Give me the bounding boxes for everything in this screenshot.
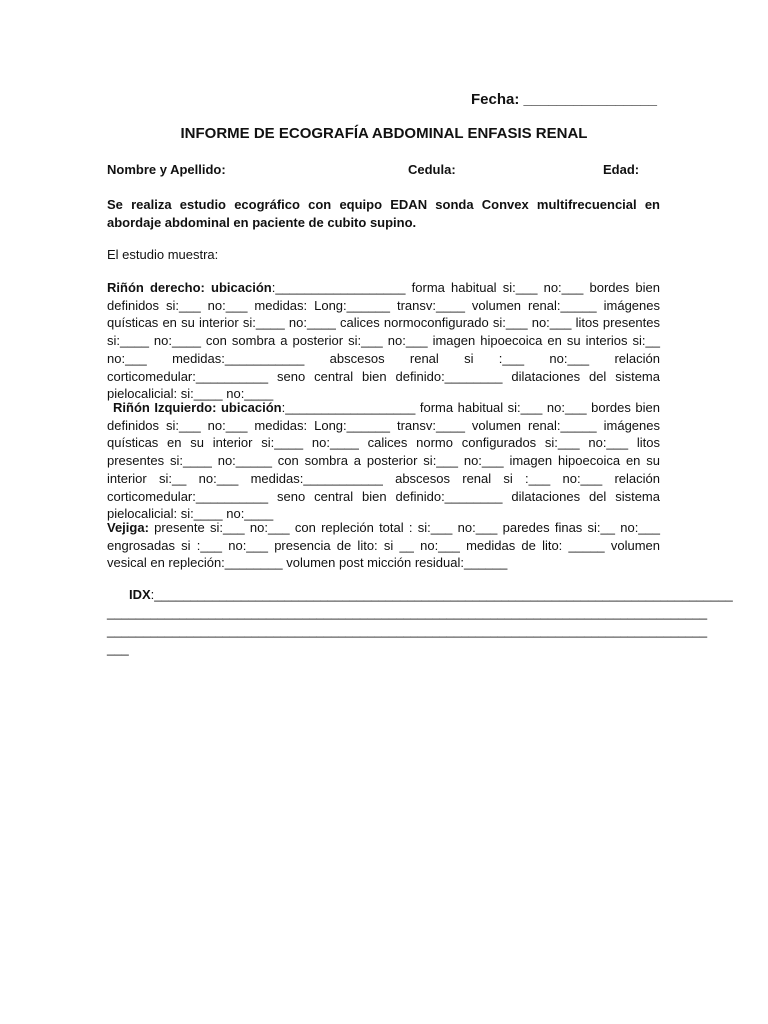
vejiga-section xyxy=(107,519,660,572)
rinon-izquierdo-label: Riñón Izquierdo: ubicación xyxy=(113,400,282,415)
vejiga-label: Vejiga: xyxy=(107,520,149,535)
rinon-izquierdo-section xyxy=(107,399,660,523)
rinon-derecho-text: :__________________ forma habitual si:___ no:___ bordes bien definidos si:___ no:___ medidas: Long:______ transv:____ volumen renal:_____ imágenes quísticas en su interior si:____ no:____ calices normoconfigurado si:___ no:___ litos presentes si:____ no:____ con sombra a posterior si:___ no:___ imagen hipoecoica en su interios si:__ no:___ medidas:___________ abscesos renal si :___ no:___ relación corticomedular:__________ seno central bien definido:________ dilataciones del sistema pielocalicial: si:____ no:____ xyxy=(107,280,660,402)
vejiga-text: presente si:___ no:___ con repleción total : si:___ no:___ paredes finas si:__ no:___ engrosadas si :___ no:___ presencia de lito: si __ no:___ medidas de lito: _____ volumen vesical en repleción:________ volumen post micción residual:______ xyxy=(107,520,660,571)
idx-line-1-blank: :________________________________________________________________________________ xyxy=(150,587,733,602)
idx-line-3: ___________________________________________________________________________________ xyxy=(107,623,708,638)
intro-paragraph: Se realiza estudio ecográfico con equipo EDAN sonda Convex multifrecuencial en abordaje abdominal en paciente de cubito supino. xyxy=(107,197,660,230)
fecha-field: Fecha: ________________ xyxy=(471,91,657,108)
idx-line-2: ___________________________________________________________________________________ xyxy=(107,605,708,620)
idx-label: IDX xyxy=(129,587,151,602)
cedula-label: Cedula: xyxy=(408,162,456,177)
rinon-derecho-label: Riñón derecho: ubicación xyxy=(107,280,272,295)
rinon-derecho-section xyxy=(107,279,660,403)
estudio-muestra-text: El estudio muestra: xyxy=(107,247,219,262)
document-title: INFORME DE ECOGRAFÍA ABDOMINAL ENFASIS RENAL xyxy=(180,125,588,142)
idx-line-4: ___ xyxy=(107,641,129,656)
idx-line-1 xyxy=(107,587,733,602)
edad-label: Edad: xyxy=(603,162,640,177)
nombre-apellido-label: Nombre y Apellido: xyxy=(107,162,226,177)
rinon-izquierdo-text: :__________________ forma habitual si:___ no:___ bordes bien definidos si:___ no:___ medidas: Long:______ transv:____ volumen renal:_____ imágenes quísticas en su interior si:____ no:____ calices normo configurados si:___ no:___ litos presentes si:____ no:_____ con sombra a posterior si:___ no:___ imagen hipoecoica en su interior si:__ no:___ medidas:___________ abscesos renal si :___ no:___ relación corticomedular:__________ seno central bien definido:________ dilataciones del sistema pielocalicial: si:____ no:____ xyxy=(107,400,660,522)
